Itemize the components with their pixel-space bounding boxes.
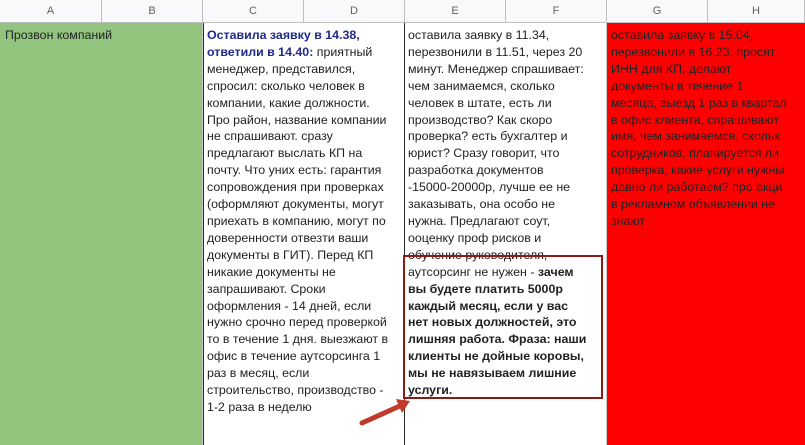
cell-e1-bold: зачем вы будете платить 5000р каждый месяц, если у вас нет новых должностей, это лишняя работа. Фраза: наши клиенты не дойные коровы, мы не навязываем лишние услуги. (408, 264, 587, 398)
column-header-c[interactable] (203, 0, 304, 23)
cell-divider (203, 23, 204, 445)
column-header-f[interactable] (506, 0, 607, 23)
cell-a1-b1[interactable] (0, 23, 203, 445)
column-header-label: E (451, 5, 459, 17)
column-header-label: D (350, 5, 358, 17)
annotation-box (403, 255, 603, 399)
column-header-label: F (552, 5, 560, 17)
column-header-e[interactable] (405, 0, 506, 23)
annotation-arrow-icon (358, 395, 418, 435)
column-header-a[interactable] (0, 0, 102, 23)
cell-c1-text (207, 27, 403, 416)
column-header-label: A (46, 5, 55, 17)
column-header-label: B (148, 5, 156, 17)
column-header-label: G (652, 5, 662, 17)
column-header-b[interactable] (102, 0, 203, 23)
cell-g1-text: оставила заявку в 15.04, перезвонили в 16.23. просят ИНН для КП, делают документы в течение 1 месяца, выезд 1 раз в квартал в офис клиента, спрашивают имя, чем занимаемся, скольк сотрудников, планируется ли проверка, какие услуги нужны давно ли работаем? про акци в рекламном объявлении не знают (611, 28, 787, 228)
cell-c1-body: приятный менеджер, представился, спросил: сколько человек в компании, какие должности. Про район, название компании не спрашивают. сразу предлагают выслать КП на почту. Что уних есть: гарантия сопровождения при проверках (оформляют документы, могут приехать в компанию, могут по доверенности отвезти ваши документы в ГИТ). Перед КП никакие документы не запрашивают. Сроки оформления - 14 дней, если нужно срочно перед проверкой то в течение 1 дня. выезжают в офис в течение аутсорсинга 1 раз в месяц, если строительство, производство - 1-2 раза в неделю (207, 44, 389, 414)
column-header-h[interactable] (708, 0, 805, 23)
cell-e1-body: оставила заявку в 11.34, перезвонили в 11.51, через 20 минут. Менеджер спрашивает: чем занимаемся, сколько человек в штате, есть ли производство? Как скоро проверка? есть бухгалтер и юрист? Сразу говорит, что разработка документов -15000-20000р, лучше ее не заказывать, она особо не нужна. Предлагают соут, ооценку проф рисков и обучение руководителя, аутсорсинг не нужен - (408, 28, 584, 279)
column-header-label: C (249, 5, 257, 17)
column-header-g[interactable] (607, 0, 708, 23)
column-header-label: H (752, 5, 760, 17)
cell-c1-highlight: Оставила заявку в 14.38, ответили в 14.40: (207, 28, 360, 59)
cell-a1-text: Прозвон компаний (5, 28, 113, 42)
column-header-d[interactable] (304, 0, 405, 23)
